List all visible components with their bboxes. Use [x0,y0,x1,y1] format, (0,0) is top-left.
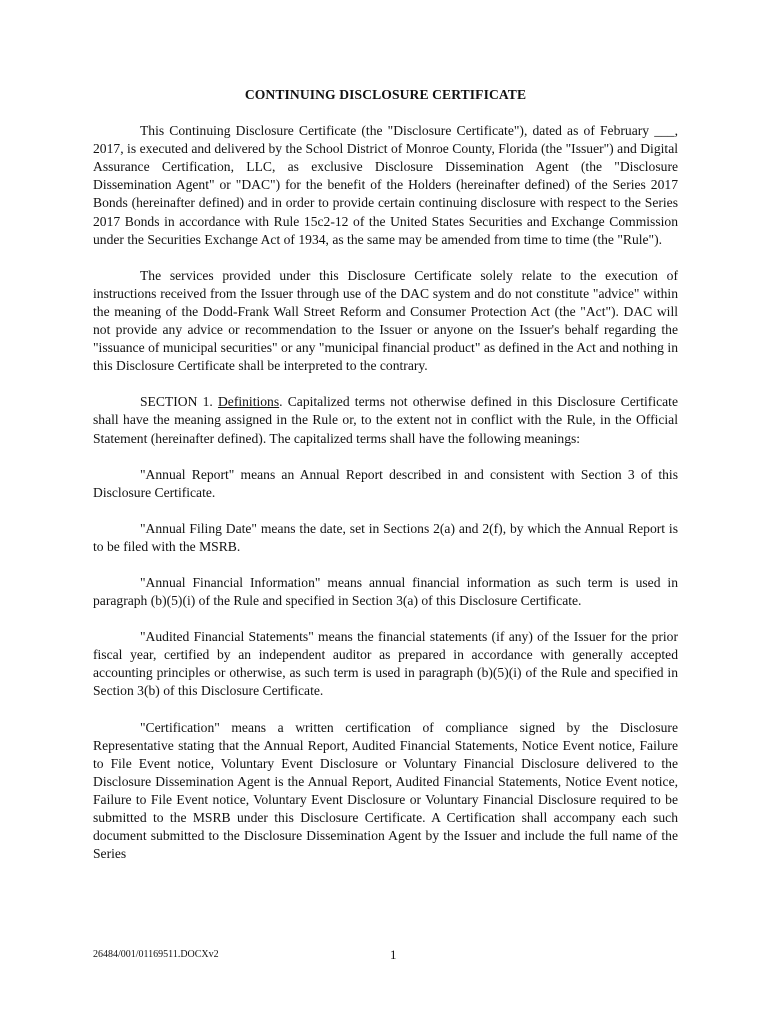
definition-audited-financial-statements: "Audited Financial Statements" means the financial statements (if any) of the Issuer for the prior fiscal year, certified by an independent auditor as prepared in accordance with generally accepted accounting principles or otherwise, as such term is used in paragraph (b)(5)(i) of the Rule and specified in Section 3(b) of this Disclosure Certificate. [93,629,678,699]
document-body [93,86,678,881]
document-title: CONTINUING DISCLOSURE CERTIFICATE [244,87,527,102]
section-1-heading: Definitions [217,394,280,410]
section-1-text: . Capitalized terms not otherwise defined in this Disclosure Certificate shall have the meaning assigned in the Rule or, to the extent not in conflict with the Rule, in the Official Statement (hereinafter defined). The capitalized terms shall have the following meanings: [93,394,678,446]
definition-annual-financial-information: "Annual Financial Information" means annual financial information as such term is used in paragraph (b)(5)(i) of the Rule and specified in Section 3(a) of this Disclosure Certificate. [93,574,678,609]
definition-certification: "Certification" means a written certification of compliance signed by the Disclosure Representative stating that the Annual Report, Audited Financial Statements, Notice Event notice, Failure to File Event notice, Voluntary Event Disclosure or Voluntary Financial Disclosure delivered to the Disclosure Dissemination Agent is the Annual Report, Audited Financial Statements, Notice Event notice, Failure to File Event notice, Voluntary Event Disclosure or Voluntary Financial Disclosure required to be submitted to the MSRB under this Disclosure Certificate. A Certification shall accompany each such document submitted to the Disclosure Dissemination Agent by the Issuer and include the full name of the Series [93,719,678,862]
intro-paragraph: This Continuing Disclosure Certificate (the "Disclosure Certificate"), dated as of February ___, 2017, is executed and delivered by the School District of Monroe County, Florida (the "Issuer") and Digital Assurance Certification, LLC, as exclusive Disclosure Dissemination Agent (the "Disclosure Dissemination Agent" or "DAC") for the benefit of the Holders (hereinafter defined) of the Series 2017 Bonds (hereinafter defined) and in order to provide certain continuing disclosure with respect to the Series 2017 Bonds in accordance with Rule 15c2-12 of the United States Securities and Exchange Commission under the Securities Exchange Act of 1934, as the same may be amended from time to time (the "Rule"). [93,123,678,247]
document-reference: 26484/001/01169511.DOCXv2 [93,949,219,960]
definition-annual-filing-date: "Annual Filing Date" means the date, set in Sections 2(a) and 2(f), by which the Annual Report is to be filed with the MSRB. [93,520,678,554]
page-number: 1 [390,947,397,962]
section-1-prefix: SECTION 1. [140,394,218,410]
definition-annual-report: "Annual Report" means an Annual Report described in and consistent with Section 3 of this Disclosure Certificate. [93,466,678,500]
section-1-paragraph [93,393,678,447]
services-paragraph: The services provided under this Disclosure Certificate solely relate to the execution of instructions received from the Issuer through use of the DAC system and do not constitute "advice" within the meaning of the Dodd-Frank Wall Street Reform and Consumer Protection Act (the "Act"). DAC will not provide any advice or recommendation to the Issuer or anyone on the Issuer's behalf regarding the "issuance of municipal securities" or any "municipal financial product" as defined in the Act and nothing in this Disclosure Certificate shall be interpreted to the contrary. [93,267,678,374]
